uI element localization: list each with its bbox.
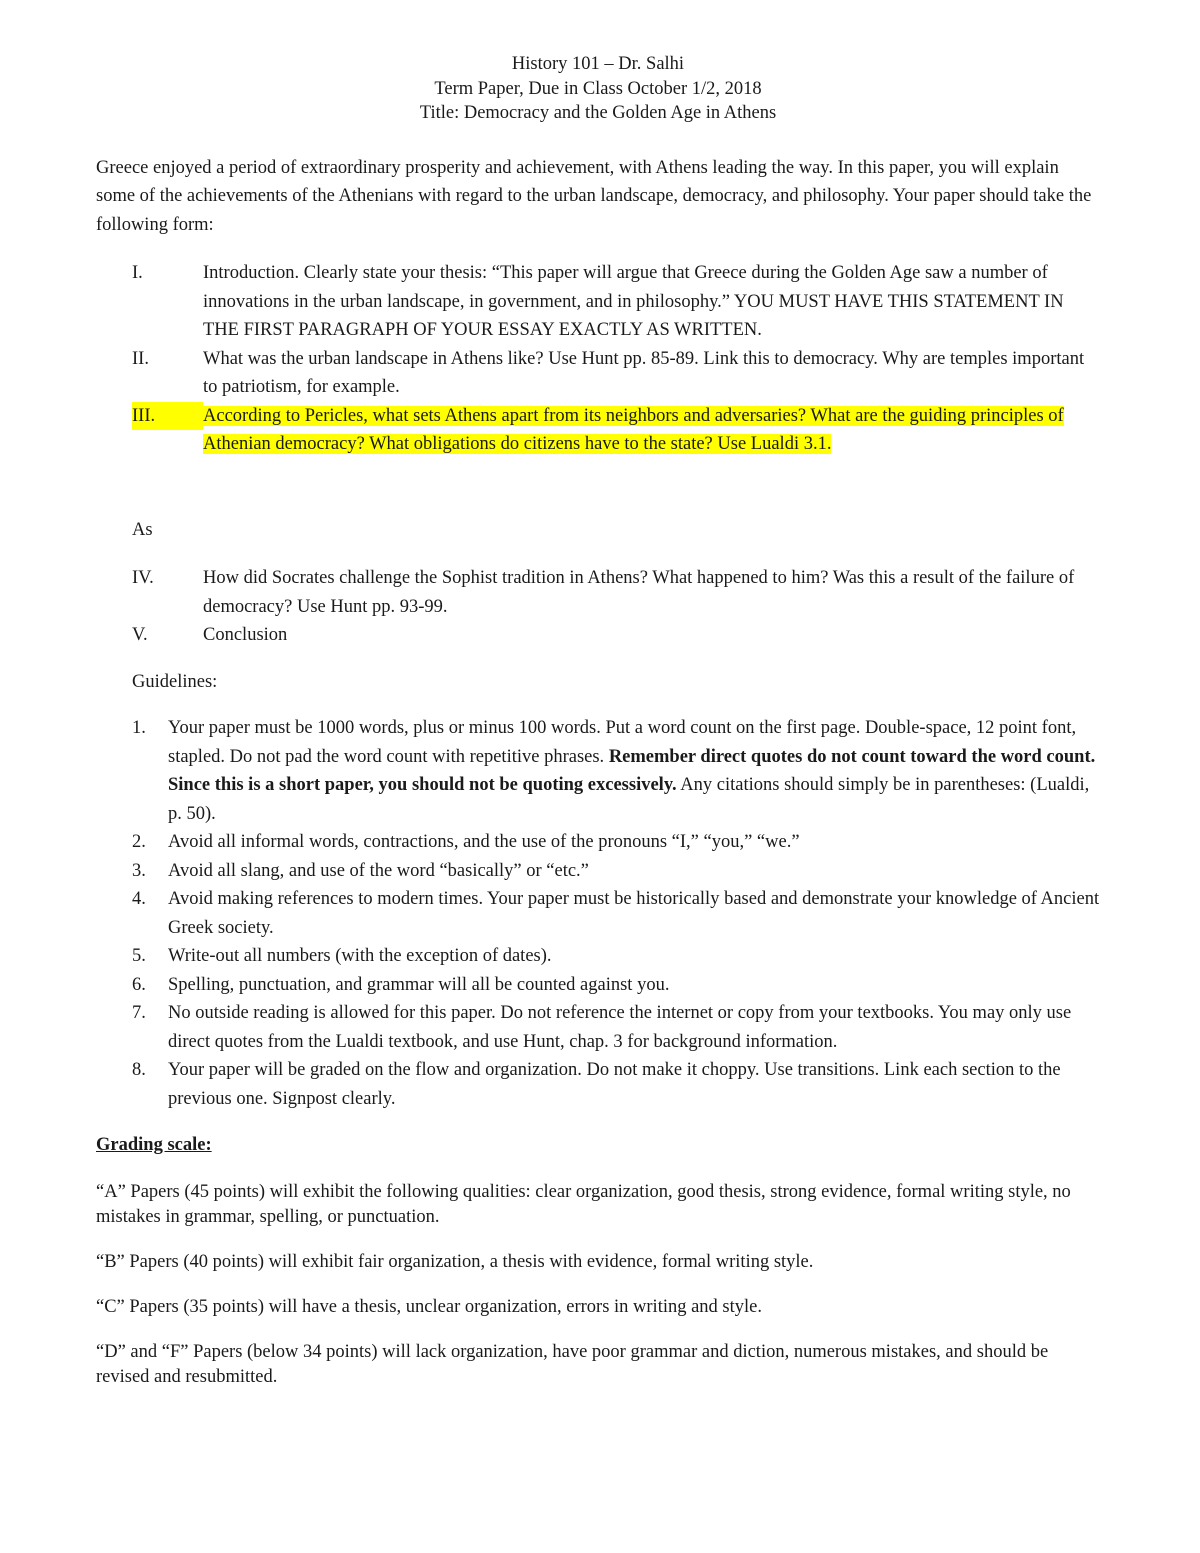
outline-number [96, 402, 203, 459]
guideline-item [96, 1056, 1100, 1113]
outline-text: How did Socrates challenge the Sophist tradition in Athens? What happened to him? Was this a result of the failure of democracy? Use Hunt pp. 93-99. [203, 568, 1075, 617]
guideline-item [96, 828, 1100, 857]
guideline-text: Your paper will be graded on the flow and organization. Do not make it choppy. Use transitions. Link each section to the previous one. Signpost clearly. [168, 1060, 1061, 1109]
guideline-number: 2. [132, 832, 146, 852]
intro-paragraph: Greece enjoyed a period of extraordinary prosperity and achievement, with Athens leading the way. In this paper, you will explain some of the achievements of the Athenians with regard to the urban landscape, democracy, and philosophy. Your paper should take the following form: [96, 157, 1092, 235]
guideline-number: 6. [132, 974, 146, 995]
guideline-text: No outside reading is allowed for this paper. Do not reference the internet or copy from your textbooks. You may only use direct quotes from the Lualdi textbook, and use Hunt, chap. 3 for background information. [168, 1003, 1072, 1052]
due-date: Term Paper, Due in Class October 1/2, 2018 [434, 78, 762, 99]
guideline-item [96, 714, 1100, 828]
guideline-number: 4. [132, 889, 146, 909]
guideline-text: Avoid all slang, and use of the word “basically” or “etc.” [168, 860, 589, 881]
guideline-text-part: Any citations should simply be in parentheses: (Lualdi, p. 50). [168, 775, 1090, 824]
outline-text-highlighted [203, 402, 1100, 459]
guideline-item [96, 885, 1100, 942]
document-page [96, 52, 1100, 1390]
outline-number: I. [132, 263, 143, 283]
guideline-text: Avoid making references to modern times. Your paper must be historically based and demonstrate your knowledge of Ancient Greek society. [168, 889, 1100, 938]
guideline-number: 1. [132, 718, 146, 738]
highlighted-text: According to Pericles, what sets Athens apart from its neighbors and adversaries? What are the guiding principles of Athenian democracy? What obligations do citizens have to the state? Use Lualdi 3.1. [203, 405, 1064, 454]
stray-text: As [132, 519, 153, 540]
outline-item [96, 621, 1100, 650]
outline-item-highlighted [96, 402, 1100, 459]
course-title: History 101 – Dr. Salhi [511, 54, 685, 74]
guideline-bold-text: Remember direct quotes do not count toward the word count. Since this is a short paper, you should not be quoting excessively. [168, 746, 1096, 795]
outline-list [96, 259, 1100, 459]
guideline-number: 7. [132, 1003, 146, 1023]
guideline-number: 5. [132, 946, 146, 966]
guideline-text-part: Your paper must be 1000 words, plus or minus 100 words. Put a word count on the first page. Double-space, 12 point font, stapled. Do not pad the word count with repetitive phrases. [168, 718, 1077, 767]
guideline-text [168, 714, 1100, 828]
guideline-item [96, 999, 1100, 1056]
guideline-text: Write-out all numbers (with the exception of dates). [168, 946, 552, 966]
grading-paragraph-b: “B” Papers (40 points) will exhibit fair organization, a thesis with evidence, formal writing style. [96, 1251, 814, 1272]
guideline-number: 3. [132, 860, 146, 881]
outline-number: V. [132, 625, 148, 645]
outline-number: II. [132, 348, 149, 369]
grading-paragraph-c: “C” Papers (35 points) will have a thesis, unclear organization, errors in writing and style. [96, 1296, 762, 1317]
guideline-item [96, 971, 1100, 1000]
guidelines-heading: Guidelines: [132, 671, 218, 692]
paper-title: Title: Democracy and the Golden Age in Athens [419, 103, 777, 123]
guideline-item [96, 942, 1100, 971]
outline-number: IV. [132, 568, 154, 588]
guideline-item [96, 857, 1100, 886]
guideline-text: Spelling, punctuation, and grammar will all be counted against you. [168, 974, 670, 995]
guideline-text: Avoid all informal words, contractions, and the use of the pronouns “I,” “you,” “we.” [168, 832, 800, 852]
grading-paragraph-a: “A” Papers (45 points) will exhibit the following qualities: clear organization, good thesis, strong evidence, formal writing style, no mistakes in grammar, spelling, or punctuation. [96, 1181, 1071, 1227]
guideline-number: 8. [132, 1060, 146, 1080]
outline-item [96, 259, 1100, 345]
outline-item [96, 345, 1100, 402]
outline-item [96, 564, 1100, 621]
outline-text: What was the urban landscape in Athens like? Use Hunt pp. 85-89. Link this to democracy. Why are temples important to patriotism, for example. [203, 348, 1085, 397]
grading-paragraph-df: “D” and “F” Papers (below 34 points) will lack organization, have poor grammar and diction, numerous mistakes, and should be revised and resubmitted. [96, 1341, 1049, 1387]
outline-text: Introduction. Clearly state your thesis: “This paper will argue that Greece during the Golden Age saw a number of innovations in the urban landscape, in government, and in philosophy.” YOU MUST HAVE THIS STATEMENT IN THE FIRST PARAGRAPH OF YOUR ESSAY EXACTLY AS WRITTEN. [203, 263, 1064, 340]
grading-heading: Grading scale: [96, 1135, 212, 1155]
document-header [96, 52, 1100, 126]
outline-list-continued [96, 564, 1100, 650]
outline-text: Conclusion [203, 625, 288, 645]
outline-number-text: III. [132, 405, 156, 426]
guidelines-list [96, 714, 1100, 1113]
